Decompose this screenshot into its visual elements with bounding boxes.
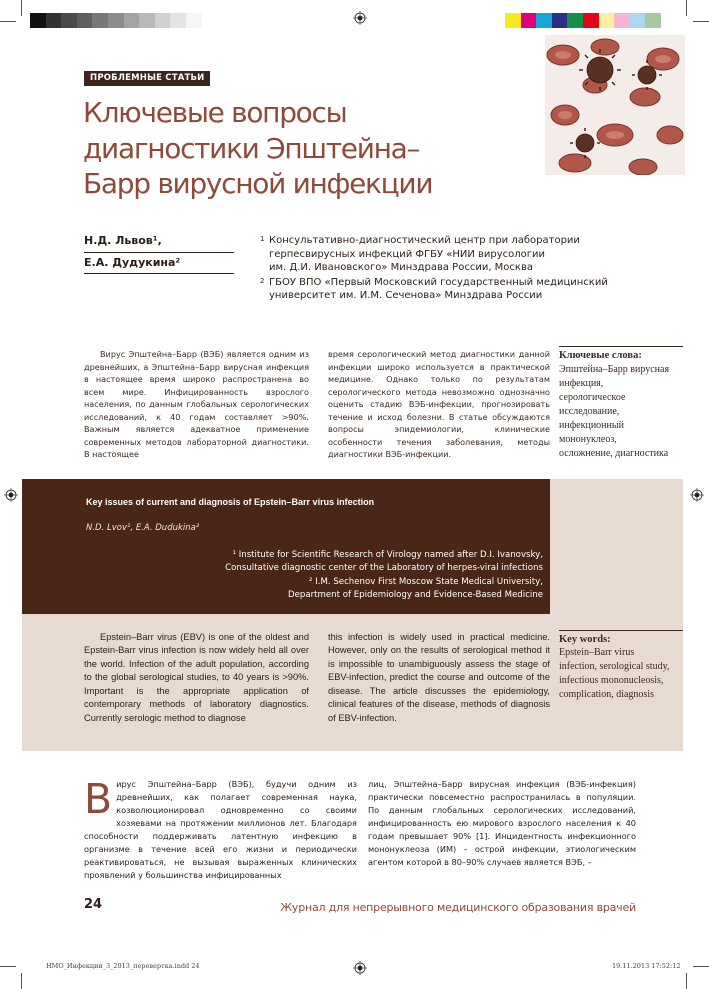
crop-mark: [686, 0, 687, 16]
color-swatch: [108, 13, 124, 28]
print-slug-date: 19.11.2013 17:52:12: [612, 962, 681, 970]
crop-mark: [21, 0, 22, 16]
color-swatch: [645, 13, 661, 28]
color-swatch: [92, 13, 108, 28]
color-swatch: [630, 13, 646, 28]
color-swatch: [599, 13, 615, 28]
ru-keywords-title: Ключевые слова:: [559, 350, 642, 361]
page-number: 24: [84, 897, 103, 912]
journal-name: Журнал для непрерывного медицинского образования врачей: [280, 901, 636, 914]
affiliation-number: 2: [260, 276, 265, 285]
article-title: [83, 95, 523, 202]
registration-mark-icon: [690, 488, 704, 502]
color-swatch: [505, 13, 521, 28]
color-swatch: [46, 13, 62, 28]
en-affiliations: ¹ Institute for Scientific Research of Virology named after D.I. Ivanovsky, Consultative diagnostic center of the Laboratory of herpes-viral infections ² I.M. Sechenov First Moscow State Medical University, Department of Epidemiology and Evidence-Based Medicine: [225, 550, 543, 600]
drop-cap: В: [84, 775, 113, 823]
registration-mark-icon: [4, 488, 18, 502]
color-swatch: [552, 13, 568, 28]
color-swatch: [567, 13, 583, 28]
print-slug-file: НМО_Инфекции_3_2013_перевертка.indd 24: [46, 962, 200, 970]
crop-mark: [686, 973, 687, 989]
author-name: Е.А. Дудукина²: [84, 255, 234, 275]
color-swatch: [583, 13, 599, 28]
keywords-divider: [559, 346, 683, 347]
color-swatch: [614, 13, 630, 28]
crop-mark: [0, 21, 16, 22]
affiliation-item: [260, 276, 620, 303]
color-swatch: [536, 13, 552, 28]
body-col1: [84, 775, 357, 882]
cmyk-color-bar: [505, 13, 661, 28]
affiliation-text: Консультативно-диагностический центр при лаборатории герпесвирусных инфекций ФГБУ «НИИ вирусологии им. Д.И. Ивановского» Минздрава России, Москва: [269, 235, 580, 273]
keywords-divider: [559, 630, 683, 631]
color-swatch: [186, 13, 202, 28]
en-authors: N.D. Lvov¹, E.A. Dudukina²: [86, 523, 200, 533]
gray-color-bar: [30, 13, 202, 28]
crop-mark: [21, 973, 22, 989]
body-text: ирус Эпштейна–Барр (ВЭБ), будучи одним из древнейших, как полагает современная наука, козволюционировал одновременно со своими хозяевами на протяжении миллионов лет. Благодаря способности поддерживать латентную инфекцию в организме в течение всей его жизни и периодически реактивироваться, не вызывая выраженных клинических проявлений у большинства инфицированных: [84, 779, 357, 880]
color-swatch: [155, 13, 171, 28]
en-abstract-col2: this infection is widely used in practical medicine. However, only on the results of serological method it is impossible to unambiguously assess the stage of EBV-infection, predict the course and outcome of the disease. The article discusses the epidemiology, clinical features of the disease, methods of diagnosis of EBV-infection.: [328, 632, 550, 723]
title-line: Ключевые вопросы: [83, 96, 347, 129]
ru-keywords: Эпштейна–Барр вирусная инфекция, серологическое исследование, инфекционный мононуклеоз, осложнение, диагностика: [559, 364, 670, 459]
affiliation-text: ГБОУ ВПО «Первый Московский государственный медицинский университет им. И.М. Сеченова» Минздрава России: [269, 276, 608, 301]
crop-mark: [693, 21, 709, 22]
registration-mark-icon: [353, 961, 367, 975]
crop-mark: [0, 966, 16, 967]
affiliations-block: [260, 234, 620, 304]
section-tag: ПРОБЛЕМНЫЕ СТАТЬИ: [84, 71, 210, 86]
color-swatch: [61, 13, 77, 28]
color-swatch: [30, 13, 46, 28]
ru-abstract-col1: Вирус Эпштейна–Барр (ВЭБ) является одним из древнейших, а Эпштейна–Барр вирусная инфекция в настоящее время широко распространена во всем мире. Инфицированность взрослого населения, по данным глобальных серологических исследований, к 40 годам составляет >90%. Важным является адекватное применение современных методов лабораторной диагностики. В настоящее: [84, 349, 309, 460]
color-swatch: [139, 13, 155, 28]
color-swatch: [521, 13, 537, 28]
en-abstract-col1: Epstein–Barr virus (EBV) is one of the oldest and Epstein-Barr virus infection is now widely held all over the world. Infection of the adult population, according to the global serological studies, to 40 years is >90%. Important is the appropriate application of contemporary methods of laboratory diagnostics. Currently serologic method to diagnose: [84, 632, 309, 723]
en-keywords-title: Key words:: [559, 634, 611, 645]
title-line: Барр вирусной инфекции: [83, 167, 433, 201]
en-keywords: Epstein–Barr virus infection, serological study, infectious mononucleosis, complication, diagnosis: [559, 647, 670, 700]
author-name: Н.Д. Львов¹,: [84, 233, 234, 253]
crop-mark: [693, 966, 709, 967]
affiliation-item: [260, 234, 620, 275]
body-col2: лиц, Эпштейна–Барр вирусная инфекция (ВЭБ-инфекция) практически повсеместно распространилась в популяции. По данным глобальных серологических исследований, инфицированность ею мирового взрослого населения к 40 годам превышает 90% [1]. Инцидентность инфекционного мононуклеоза (ИМ) – острой инфекции, этиологическим агентом которой в 80–90% случаев является ВЭБ, –: [368, 779, 636, 867]
ru-abstract-col2: время серологический метод диагностики данной инфекции широко используется в практической медицине. Однако только по результатам серологического метода невозможно однозначно оценить стадию ВЭБ-инфекции, прогнозировать течение и исход болезни. В статье обсуждаются вопросы эпидемиологии, клинические особенности течения заболевания, методы диагностики ВЭБ-инфекции.: [328, 349, 550, 460]
color-swatch: [124, 13, 140, 28]
registration-mark-icon: [353, 11, 367, 25]
title-line: диагностики Эпштейна–: [83, 131, 420, 165]
affiliation-number: 1: [260, 235, 265, 243]
color-swatch: [77, 13, 93, 28]
virus-illustration: [545, 35, 685, 175]
en-title: Key issues of current and diagnosis of Epstein–Barr virus infection: [86, 497, 375, 507]
authors-block: [84, 233, 234, 276]
color-swatch: [170, 13, 186, 28]
